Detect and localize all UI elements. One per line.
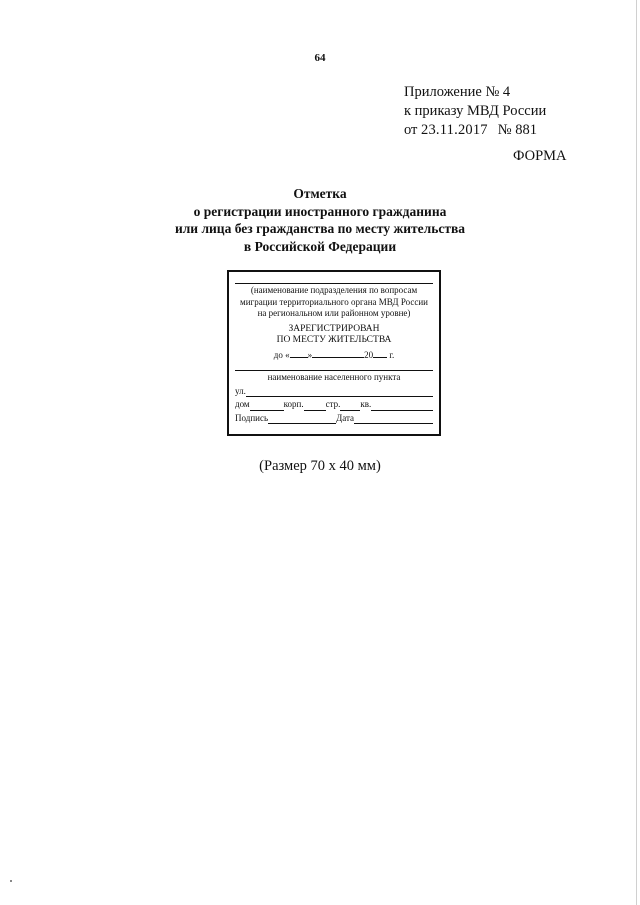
until-year-field [373, 348, 387, 358]
street-row [235, 386, 433, 398]
signature-label: Подпись [235, 412, 269, 423]
registered-line-1: ЗАРЕГИСТРИРОВАН [288, 323, 380, 334]
until-day-field [290, 348, 308, 358]
date-field [354, 414, 433, 424]
registered-line-2: ПО МЕСТУ ЖИТЕЛЬСТВА [276, 334, 392, 345]
until-month-field [312, 348, 364, 358]
date-label: Дата [336, 412, 355, 423]
registered-text [235, 324, 433, 346]
locality-underline [235, 370, 433, 371]
until-label: до « [273, 349, 290, 360]
appendix-date-prefix: от [404, 122, 418, 138]
appendix-date-line [404, 121, 546, 140]
page-edge [636, 0, 637, 905]
title-line-1: Отметка [293, 186, 347, 201]
size-note: (Размер 70 х 40 мм) [259, 458, 381, 474]
year-suffix: г. [389, 349, 395, 360]
stamp-content [235, 272, 433, 424]
street-label: ул. [235, 385, 246, 396]
registration-stamp [227, 270, 441, 436]
title-line-2: о регистрации иностранного гражданина [193, 203, 447, 219]
house-label: дом [235, 399, 250, 409]
signature-row [235, 413, 433, 425]
building-field [304, 401, 326, 411]
address-row [235, 399, 433, 411]
apartment-label: кв. [360, 399, 372, 409]
form-label: ФОРМА [513, 148, 567, 164]
appendix-line-2: к приказу МВД России [404, 103, 547, 119]
appendix-number: № 881 [497, 122, 537, 138]
until-quote-close: » [307, 349, 313, 360]
department-underline [235, 283, 433, 284]
title-line-4: в Российской Федерации [243, 238, 397, 254]
year-prefix: 20 [364, 349, 374, 360]
structure-field [340, 401, 360, 411]
appendix-line-1: Приложение № 4 [404, 84, 511, 100]
building-label: корп. [283, 399, 304, 409]
title-line-3: или лица без гражданства по месту жительства [174, 221, 466, 236]
structure-label: стр. [325, 399, 341, 409]
department-caption: (наименование подразделения по вопросам миграции территориального органа МВД России на региональном или районном уровне) [240, 285, 428, 318]
document-title [100, 185, 540, 255]
appendix-header [404, 83, 546, 140]
house-field [250, 401, 284, 411]
scan-speck [10, 880, 12, 882]
locality-caption: наименование населенного пункта [267, 372, 401, 382]
signature-field [268, 414, 336, 424]
appendix-date: 23.11.2017 [421, 122, 488, 138]
valid-until-row [235, 348, 433, 362]
apartment-field [371, 401, 433, 411]
page-number: 64 [314, 52, 326, 64]
street-field [246, 387, 433, 397]
